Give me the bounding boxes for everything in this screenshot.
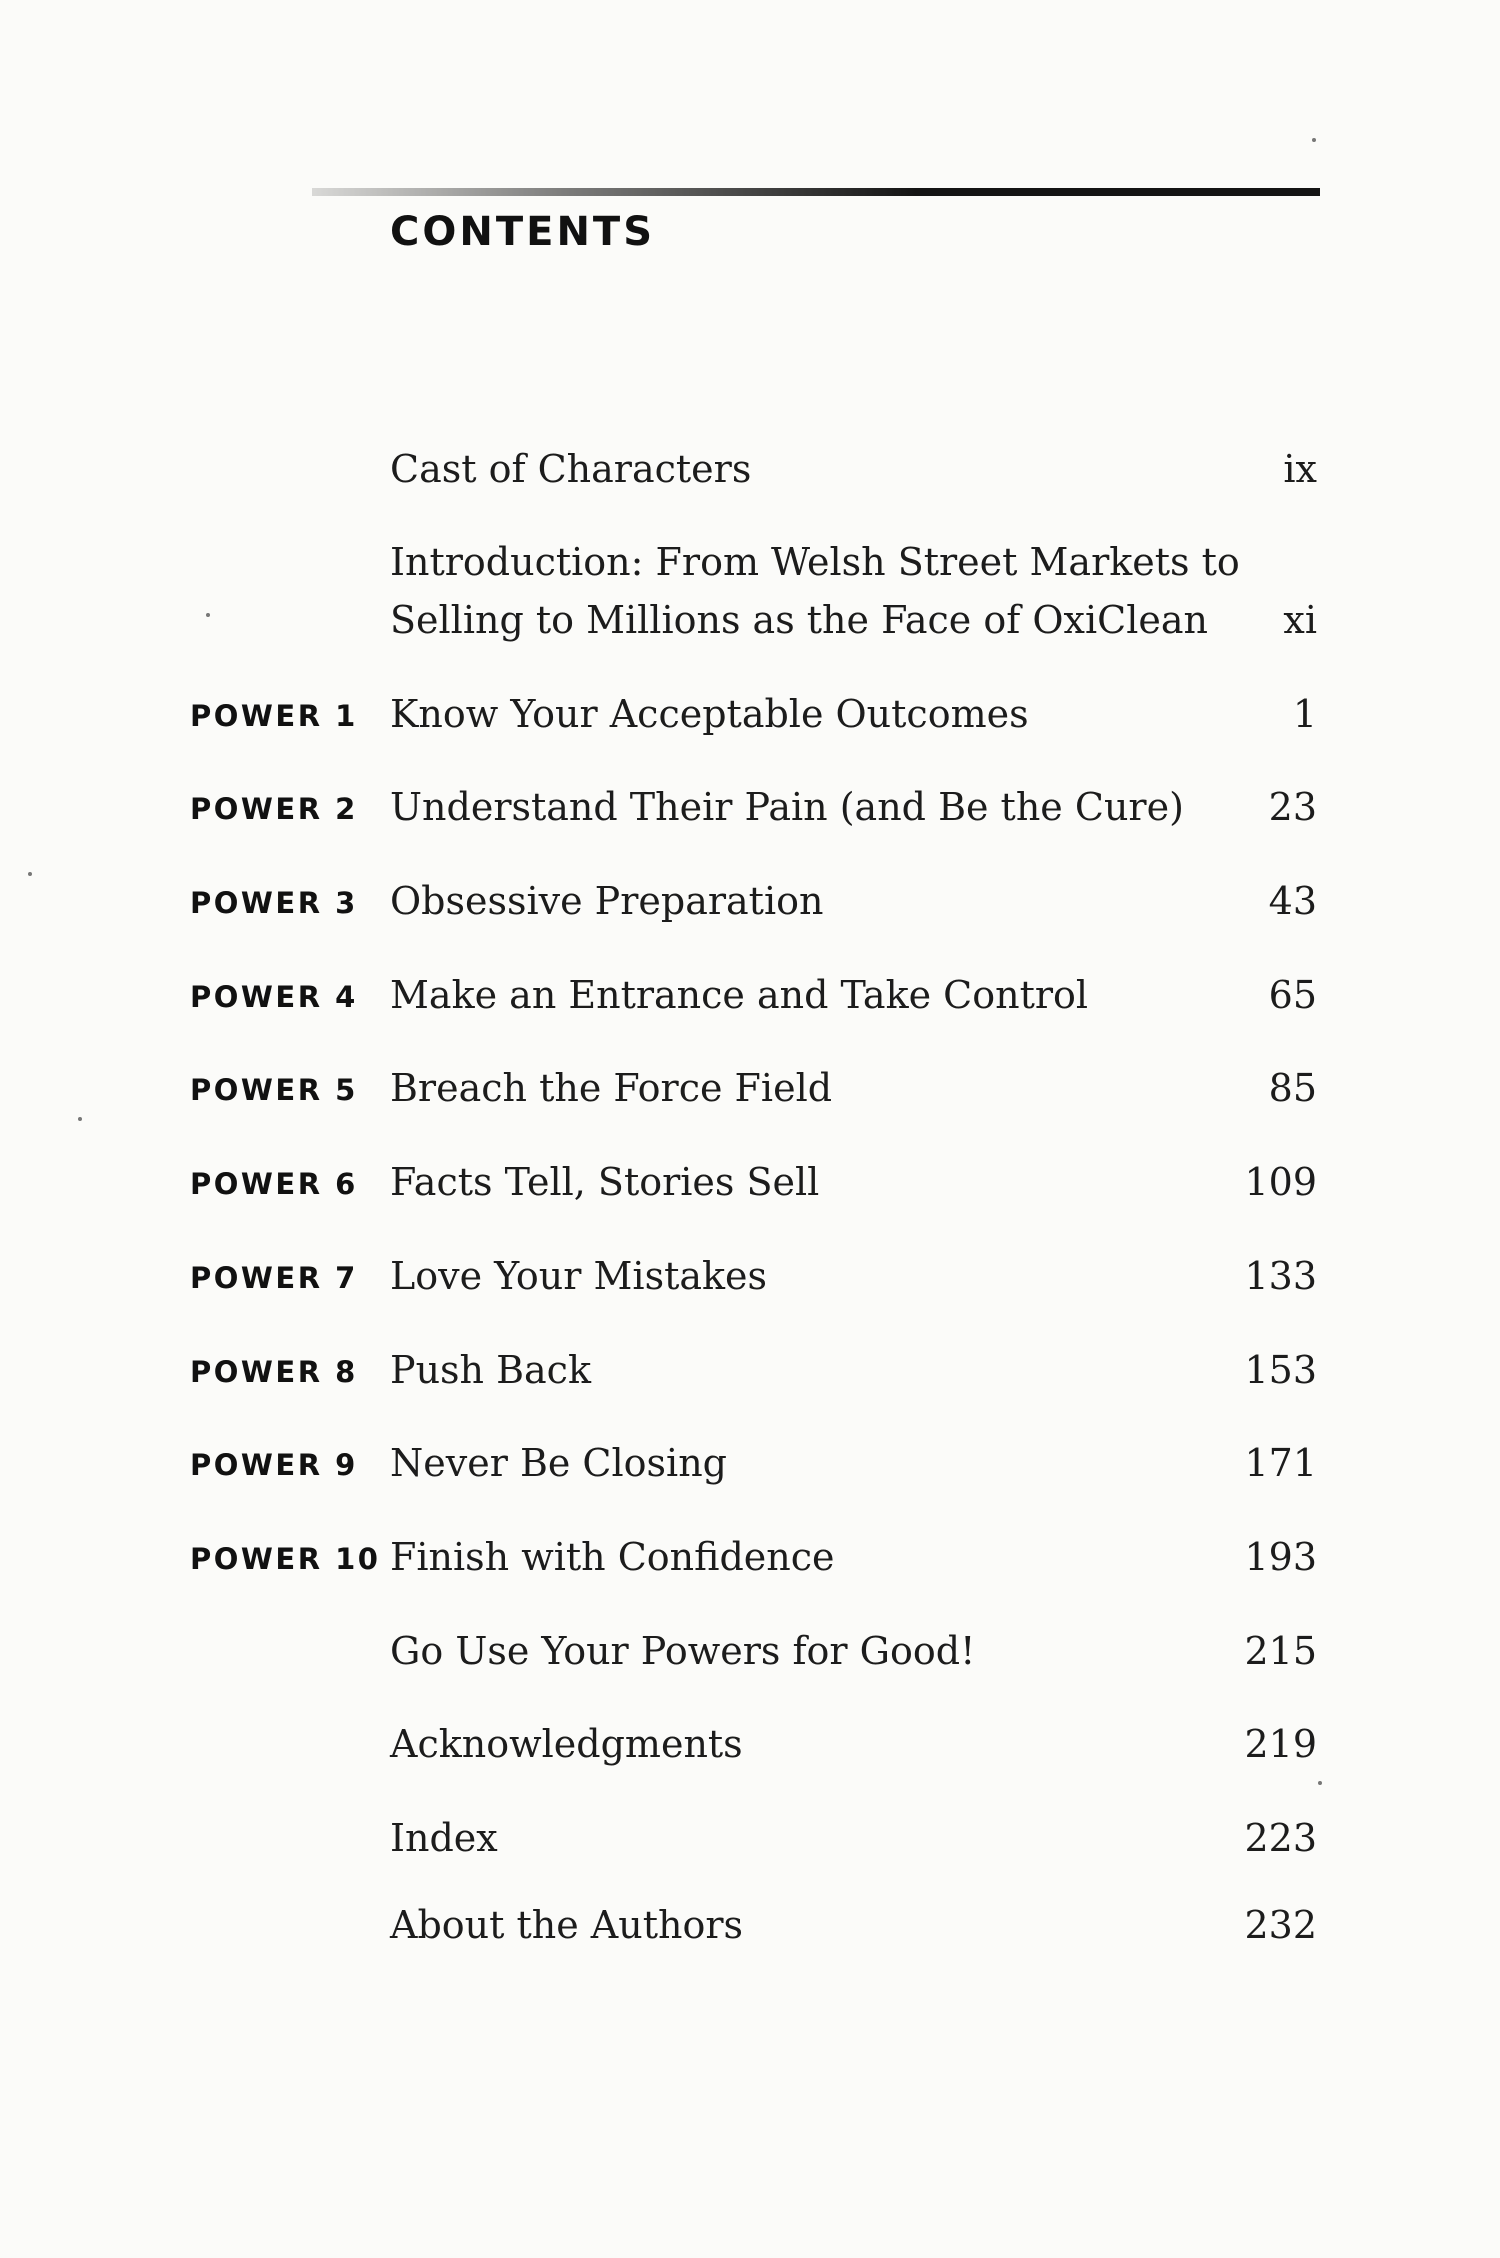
toc-entry-page: 223 — [1244, 1816, 1317, 1860]
scan-speck — [1312, 138, 1316, 142]
toc-entry-page: ix — [1283, 447, 1317, 491]
toc-entry-title: Go Use Your Powers for Good! — [390, 1629, 976, 1673]
scan-speck — [28, 872, 32, 876]
toc-entry-page: 109 — [1244, 1160, 1317, 1204]
toc-entry-title: Know Your Acceptable Outcomes — [390, 692, 1029, 736]
toc-entry-label: POWER 6 — [190, 1167, 358, 1201]
toc-entry-title: Index — [390, 1816, 498, 1860]
toc-entry-label: POWER 4 — [190, 980, 358, 1014]
toc-entry-label: POWER 2 — [190, 792, 358, 826]
toc-entry-page: 133 — [1244, 1254, 1317, 1298]
toc-entry-title: Understand Their Pain (and Be the Cure) — [390, 785, 1184, 829]
toc-entry-label: POWER 5 — [190, 1073, 358, 1107]
toc-entry-page: 85 — [1268, 1066, 1317, 1110]
toc-entry-title: Make an Entrance and Take Control — [390, 973, 1089, 1017]
toc-entry-label: POWER 10 — [190, 1542, 381, 1576]
toc-entry-title-line2: Selling to Millions as the Face of OxiClean — [390, 598, 1208, 642]
toc-entry-label: POWER 8 — [190, 1355, 358, 1389]
scan-speck — [1318, 1781, 1322, 1785]
toc-entry-page: 232 — [1244, 1903, 1317, 1947]
toc-entry-page: 219 — [1244, 1722, 1317, 1766]
toc-entry-page: 215 — [1244, 1629, 1317, 1673]
toc-entry-title: Cast of Characters — [390, 447, 752, 491]
toc-entry-page: 23 — [1268, 785, 1317, 829]
toc-entry-page: 65 — [1268, 973, 1317, 1017]
toc-entry-title: Breach the Force Field — [390, 1066, 833, 1110]
toc-entry-label: POWER 7 — [190, 1261, 358, 1295]
toc-entry-title: Obsessive Preparation — [390, 879, 824, 923]
toc-entry-page: 193 — [1244, 1535, 1317, 1579]
toc-entry-page: 43 — [1268, 879, 1317, 923]
page-title: CONTENTS — [390, 209, 656, 255]
toc-entry-page: 153 — [1244, 1348, 1317, 1392]
toc-entry-title: Love Your Mistakes — [390, 1254, 768, 1298]
toc-entry-page: 171 — [1244, 1441, 1317, 1485]
toc-entry-title: Push Back — [390, 1348, 591, 1392]
scan-speck — [78, 1117, 82, 1121]
toc-entry-page: xi — [1283, 598, 1317, 642]
toc-entry-title: Facts Tell, Stories Sell — [390, 1160, 820, 1204]
toc-entry-title: Never Be Closing — [390, 1441, 727, 1485]
toc-entry-label: POWER 9 — [190, 1448, 358, 1482]
scan-speck — [206, 613, 210, 617]
toc-entry-title: Finish with Confidence — [390, 1535, 835, 1579]
toc-entry-title-line1: Introduction: From Welsh Street Markets to — [390, 540, 1240, 584]
toc-entry-label: POWER 1 — [190, 699, 358, 733]
toc-entry-title: About the Authors — [390, 1903, 743, 1947]
toc-entry-label: POWER 3 — [190, 886, 358, 920]
toc-entry-page: 1 — [1292, 692, 1317, 736]
toc-entry-title: Acknowledgments — [390, 1722, 743, 1766]
